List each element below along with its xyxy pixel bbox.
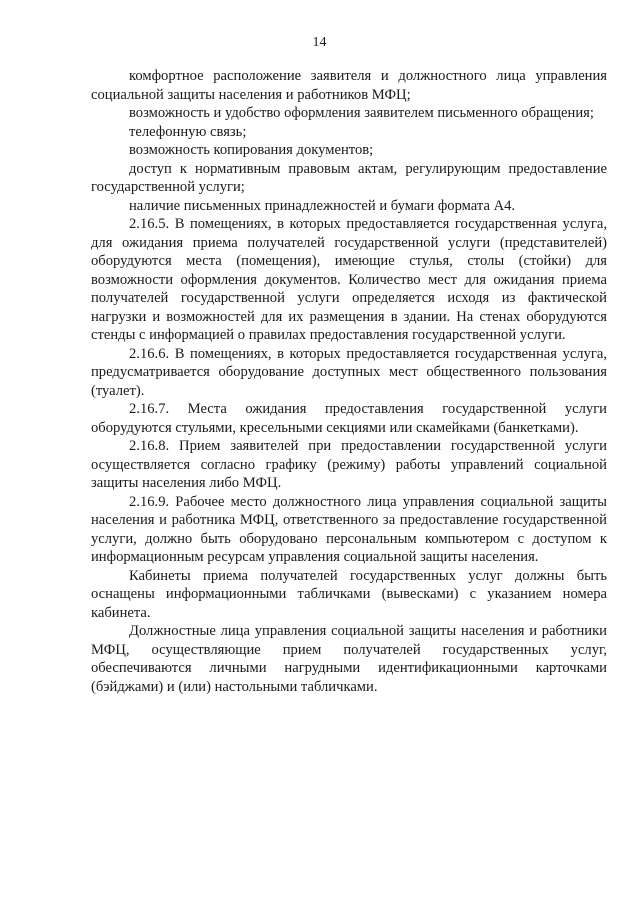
page-number: 14 [312, 35, 327, 50]
paragraph-badges: Должностные лица управления социальной защиты населения и работники МФЦ, осуществляющие прием получателей государственных услуг, обеспечиваются личными нагрудными идентификационными карточками (бэйджами) и (или) настольными табличками. [91, 623, 607, 695]
paragraph-2-16-7: 2.16.7. Места ожидания предоставления государственной услуги оборудуются стульями, кресельными секциями или скамейками (банкетками). [91, 401, 607, 436]
paragraph-2-16-5: 2.16.5. В помещениях, в которых предоставляется государственная услуга, для ожидания приема получателей государственной услуги (представителей) оборудуются места (помещения), имеющие стулья, столы (стойки) для возможности оформления документов. Количество мест для ожидания приема получателей государственной услуги определяется исходя из фактической нагрузки и возможностей для их размещения в здании. На стенах оборудуются стенды с информацией о правилах предоставления государственной услуги. [91, 216, 607, 343]
document-body [91, 67, 607, 696]
paragraph-written-request: возможность и удобство оформления заявителем письменного обращения; [129, 105, 594, 121]
paragraph-phone: телефонную связь; [129, 123, 247, 140]
paragraph-cabinets: Кабинеты приема получателей государственных услуг должны быть оснащены информационными табличками (вывесками) с указанием номера кабинета. [91, 567, 607, 621]
paragraph-2-16-8: 2.16.8. Прием заявителей при предоставлении государственной услуги осуществляется согласно графику (режиму) работы управлений социальной защиты населения либо МФЦ. [91, 438, 607, 491]
paragraph-stationery: наличие письменных принадлежностей и бумаги формата А4. [129, 197, 516, 214]
paragraph-2-16-9: 2.16.9. Рабочее место должностного лица управления социальной защиты населения и работника МФЦ, ответственного за предоставление государственной услуги, должно быть оборудовано персональным компьютером с доступом к информационным ресурсам управления социальной защиты населения. [91, 493, 607, 565]
paragraph-2-16-6: 2.16.6. В помещениях, в которых предоставляется государственная услуга, предусматривается оборудование доступных мест общественного пользования (туалет). [91, 345, 607, 399]
paragraph-legal-access: доступ к нормативным правовым актам, регулирующим предоставление государственной услуги; [91, 160, 607, 195]
paragraph-copying: возможность копирования документов; [129, 142, 374, 158]
paragraph-comfort: комфортное расположение заявителя и должностного лица управления социальной защиты населения и работников МФЦ; [91, 68, 607, 103]
